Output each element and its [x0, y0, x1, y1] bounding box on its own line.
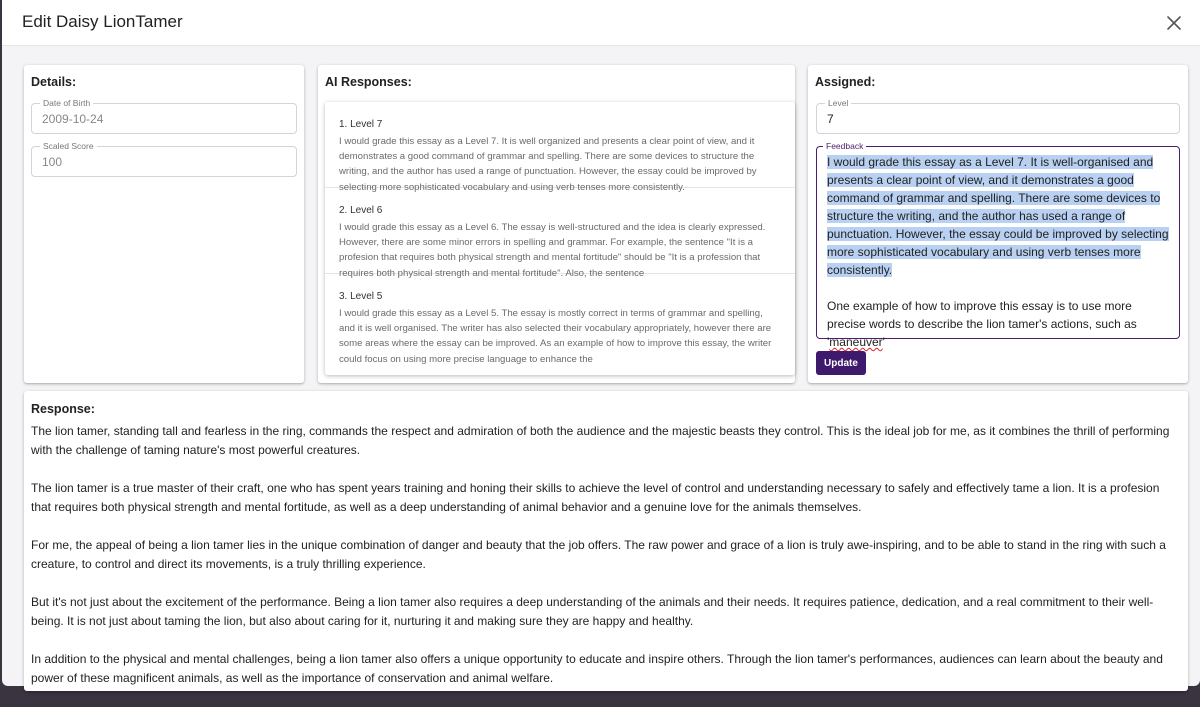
response-paragraph: The lion tamer is a true master of their craft, one who has spent years training and honing their skills to achieve the level of control and understanding necessary to safely and effectively tame a lion. It is a profesion that requires both physical strength and mental fortitude, as well as a deep understanding of animal behavior and a genuine love for the animals themselves. — [31, 481, 1160, 514]
update-button[interactable]: Update — [816, 351, 866, 375]
feedback-selected-text: I would grade this essay as a Level 7. It is well-organised and presents a clear point of view, and it demonstrates a good command of grammar and spelling. There are some devices to structure the writing, and the author has used a range of punctuation. However, the essay could be improved by selecting more sophisticated vocabulary and using verb tenses more consistently. — [827, 155, 1169, 277]
level-label: Level — [825, 97, 851, 109]
ai-response-text: I would grade this essay as a Level 7. It is well organized and presents a clear point of view, and it demonstrates a good command of grammar and spelling. There are some devices to structure the writing, and the author has used a range of punctuation. However, the essay could be improved by selecting more sophisticated vocabulary and using verb tenses more consistently. — [339, 136, 757, 193]
scaled-score-value: 100 — [42, 155, 63, 169]
dialog-header — [2, 0, 1200, 46]
feedback-second-paragraph — [827, 297, 1172, 351]
details-title: Details: — [31, 75, 77, 89]
ai-response-text: I would grade this essay as a Level 6. The essay is well-structured and the idea is clearly expressed. However, there are some minor errors in spelling and grammar. For example, the sentence "It is a profesion that requires both physical strength and mental fortitude" should be "It is a profession that requires both physical strength and mental fortitude". Also, the sentence — [339, 222, 766, 279]
date-of-birth-value: 2009-10-24 — [42, 112, 104, 126]
ai-response-item[interactable] — [325, 274, 795, 365]
ai-response-level: 1. Level 7 — [339, 119, 383, 130]
response-card — [24, 391, 1188, 691]
scaled-score-label: Scaled Score — [40, 140, 97, 152]
response-body — [31, 422, 1181, 707]
response-paragraph: The lion tamer, standing tall and fearless in the ring, commands the respect and admiration of both the audience and the majestic beasts they control. This is the ideal job for me, as it combines the thrill of performing with the challenge of taming nature's most powerful creatures. — [31, 424, 1170, 457]
misspelled-word: maneuver — [829, 335, 883, 349]
dialog-title: Edit Daisy LionTamer — [22, 12, 183, 31]
details-card — [24, 65, 304, 383]
date-of-birth-field[interactable] — [31, 98, 297, 134]
level-field[interactable] — [816, 98, 1180, 134]
response-paragraph: But it's not just about the excitement of the performance. Being a lion tamer also requires a deep understanding of the animals and their needs. It requires patience, dedication, and a real commitment to their well-being. It is not just about taming the lion, but also about caring for it, nurturing it and making sure they are happy and healthy. — [31, 595, 1154, 628]
feedback-more-suffix: ' — [882, 335, 885, 349]
ai-response-level: 2. Level 6 — [339, 205, 383, 216]
feedback-text — [827, 153, 1172, 351]
ai-responses-title: AI Responses: — [325, 75, 412, 89]
ai-response-level: 3. Level 5 — [339, 291, 383, 302]
date-of-birth-label: Date of Birth — [40, 97, 93, 109]
assigned-title: Assigned: — [815, 75, 876, 89]
ai-responses-list[interactable] — [325, 102, 795, 375]
ai-response-item[interactable] — [325, 188, 795, 279]
feedback-textarea[interactable] — [816, 141, 1180, 349]
response-paragraph: In addition to the physical and mental challenges, being a lion tamer also offers a unique opportunity to educate and inspire others. Through the lion tamer's performances, audiences can learn about the beauty and power of these magnificent animals, as well as the importance of conservation and animal welfare. — [31, 652, 1163, 685]
ai-response-text: I would grade this essay as a Level 5. The essay is mostly correct in terms of grammar and spelling, and it is well organised. The writer has also selected their vocabulary appropriately, however there are some areas where the essay can be improved. As an example of how to improve this essay, the writer could focus on using more precise language to enhance the — [339, 308, 772, 365]
edit-dialog — [2, 0, 1200, 686]
close-icon[interactable] — [1164, 13, 1184, 33]
assigned-card — [808, 65, 1188, 383]
ai-response-item[interactable] — [325, 102, 795, 193]
ai-responses-card — [318, 65, 795, 383]
response-paragraph: For me, the appeal of being a lion tamer lies in the unique combination of danger and beauty that the job offers. The raw power and grace of a lion is truly awe-inspiring, and to be able to stand in the ring with such a creature, to control and direct its movements, is a truly thrilling experience. — [31, 538, 1166, 571]
feedback-label: Feedback — [823, 140, 866, 152]
scaled-score-field[interactable] — [31, 141, 297, 177]
level-value: 7 — [827, 112, 834, 126]
feedback-more-prefix: One example of how to improve this essay is to use more precise words to describe the lion tamer's actions, such as ' — [827, 299, 1137, 349]
response-title: Response: — [31, 402, 95, 416]
